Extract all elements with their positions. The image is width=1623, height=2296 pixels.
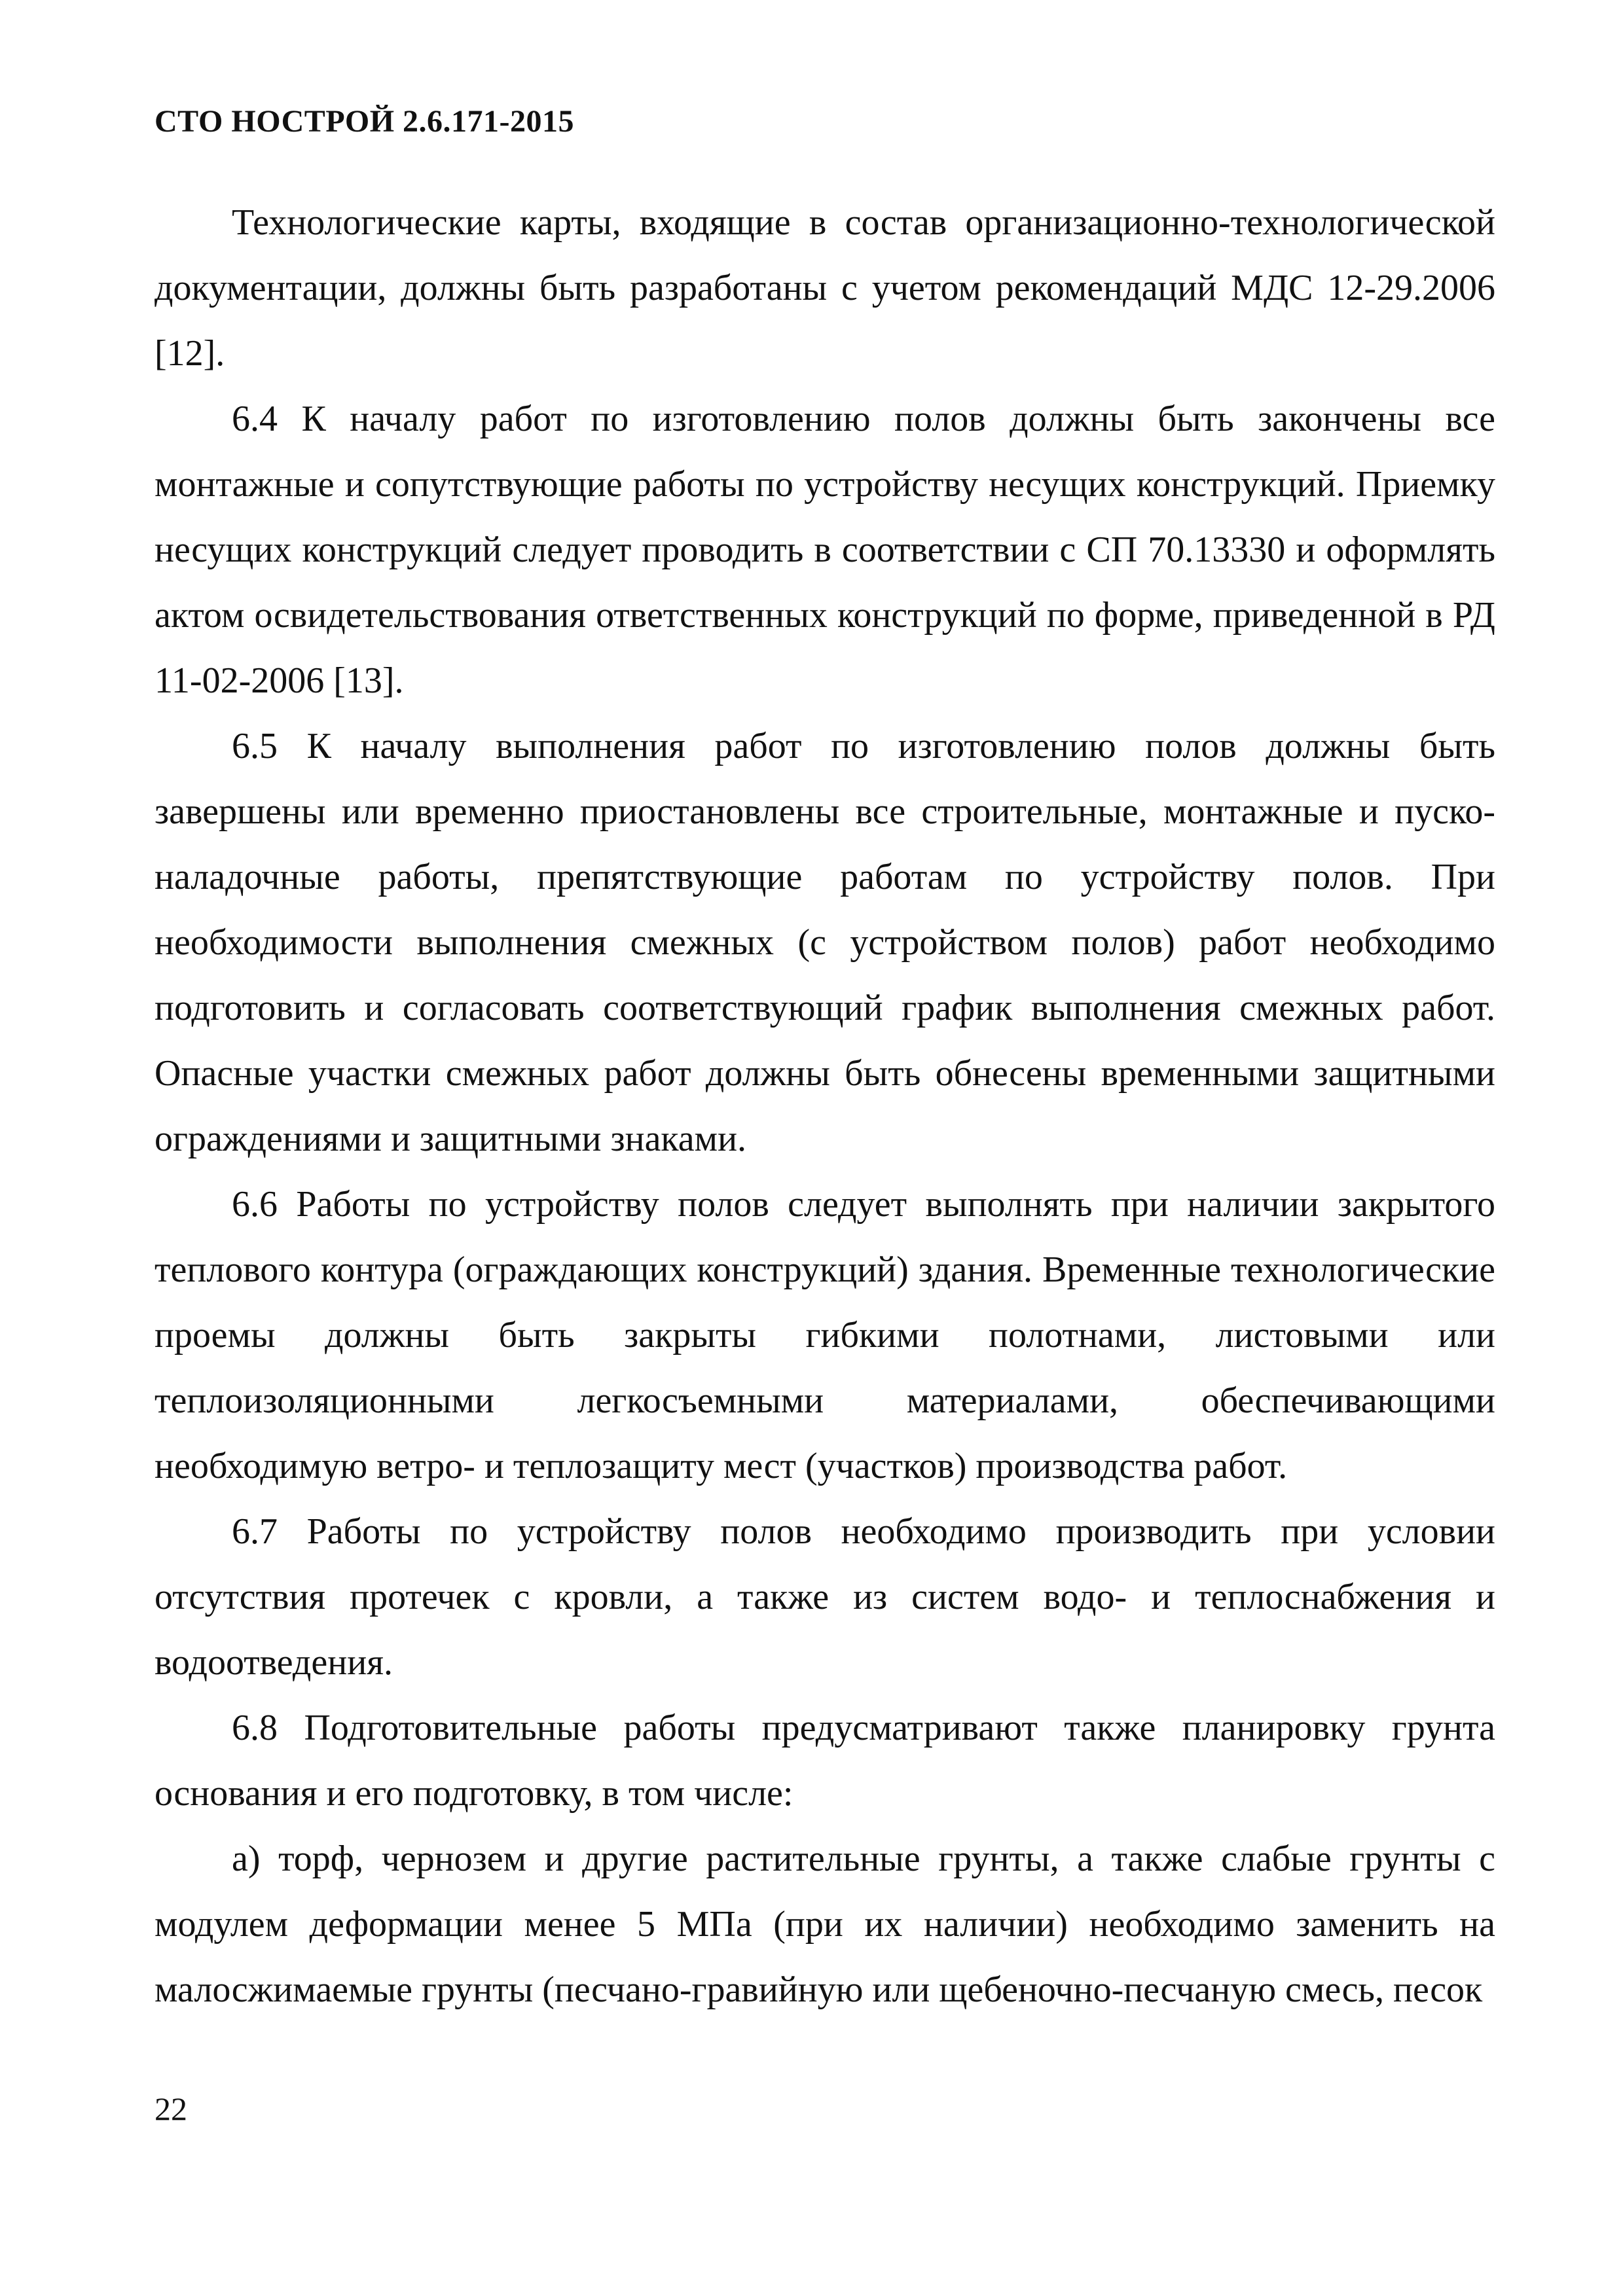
paragraph-6-7: 6.7 Работы по устройству полов необходимо производить при условии отсутствия протечек с кровли, а также из систем водо- и теплоснабжения и водоотведения. <box>155 1511 1495 1683</box>
paragraph-6-4: 6.4 К началу работ по изготовлению полов должны быть закончены все монтажные и сопутствующие работы по устройству несущих конструкций. Приемку несущих конструкций следует проводить в соответствии с СП 70.13330 и оформлять актом освидетельствования ответственных конструкций по форме, приведенной в РД 11-02-2006 [13]. <box>155 399 1495 701</box>
paragraph-6-8-item-a: а) торф, чернозем и другие растительные грунты, а также слабые грунты с модулем деформации менее 5 МПа (при их наличии) необходимо заменить на малосжимаемые грунты (песчано-гравийную или щебеночно-песчаную смесь, песок <box>155 1839 1495 2010</box>
paragraph-6-6: 6.6 Работы по устройству полов следует выполнять при наличии закрытого теплового контура (ограждающих конструкций) здания. Временные технологические проемы должны быть закрыты гибкими полотнами, листовыми или теплоизоляционными легкосъемными материалами, обеспечивающими необходимую ветро- и теплозащиту мест (участков) производства работ. <box>155 1184 1495 1486</box>
document-body <box>155 190 1495 2022</box>
document-code-header: СТО НОСТРОЙ 2.6.171-2015 <box>155 104 575 139</box>
paragraph-6-5: 6.5 К началу выполнения работ по изготовлению полов должны быть завершены или временно приостановлены все строительные, монтажные и пуско-наладочные работы, препятствующие работам по устройству полов. При необходимости выполнения смежных (с устройством полов) работ необходимо подготовить и согласовать соответствующий график выполнения смежных работ. Опасные участки смежных работ должны быть обнесены временными защитными ограждениями и защитными знаками. <box>155 726 1495 1159</box>
paragraph-tech-cards: Технологические карты, входящие в состав организационно-технологической документации, должны быть разработаны с учетом рекомендаций МДС 12-29.2006 [12]. <box>155 202 1495 374</box>
paragraph-6-8: 6.8 Подготовительные работы предусматривают также планировку грунта основания и его подготовку, в том числе: <box>155 1708 1495 1814</box>
page-number: 22 <box>155 2090 187 2127</box>
